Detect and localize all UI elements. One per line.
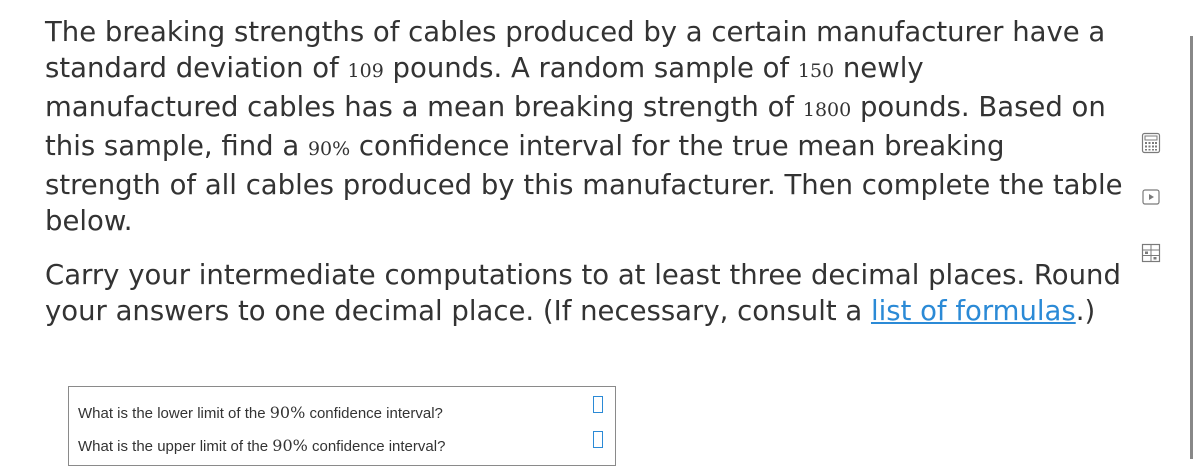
scrollbar[interactable] [1190,36,1193,459]
problem-statement [45,14,1125,329]
table-row [69,396,615,428]
problem-text: newly manufactured cables has a mean breaking strength of [45,52,924,123]
confidence-level-value: 90% [307,138,351,160]
formula-sheet-icon[interactable] [1140,242,1162,264]
video-icon[interactable] [1140,186,1162,208]
sample-mean-value: 1800 [802,99,852,121]
lower-limit-input[interactable] [593,396,603,413]
problem-text: confidence interval for the true mean breaking strength of all cables produced by this manufacturer. Then complete the table below. [45,130,1123,237]
sample-size-value: 150 [797,60,835,82]
standard-deviation-value: 109 [347,60,384,82]
problem-paragraph [45,14,1125,239]
list-of-formulas-link[interactable]: list of formulas [870,295,1076,327]
answer-table [68,386,616,466]
question-label: What is the upper limit of the 90% confidence interval? [78,436,446,455]
table-row [69,429,615,461]
upper-limit-input[interactable] [593,431,603,448]
calculator-icon[interactable] [1140,132,1162,154]
problem-text: pounds. A random sample of [383,52,798,84]
instructions-text: .) [1075,295,1096,327]
instructions-paragraph [45,257,1125,329]
question-label: What is the lower limit of the 90% confidence interval? [78,403,443,422]
instructions-text: Carry your intermediate computations to at least three decimal places. Round your answers to one decimal place. (If necessary, consult a [45,259,1121,327]
problem-text: The breaking strengths of cables produced by a certain manufacturer have a standard deviation of [45,16,1106,84]
problem-text: pounds. Based on this sample, find a [45,91,1106,162]
